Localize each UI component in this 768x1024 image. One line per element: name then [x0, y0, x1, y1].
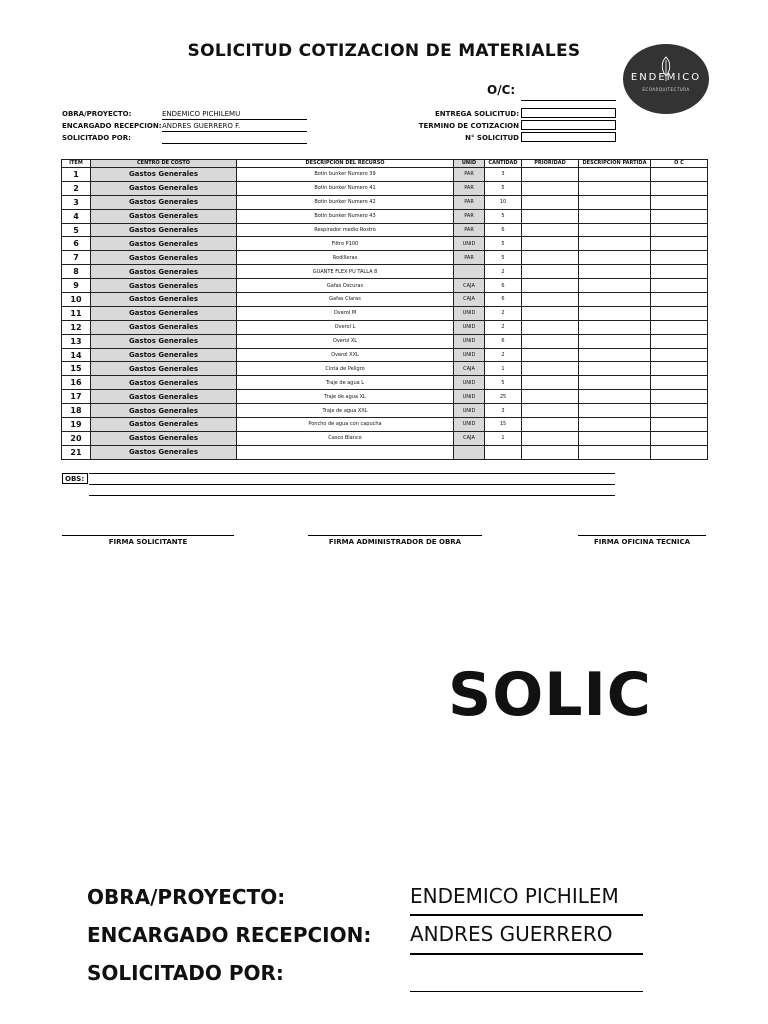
priority-cell[interactable]	[522, 279, 579, 293]
priority-cell[interactable]	[522, 445, 579, 459]
materials-table	[61, 159, 708, 460]
table-row	[62, 265, 708, 279]
item-description-cell[interactable]	[579, 293, 651, 307]
cost-center-cell: Gastos Generales	[91, 181, 237, 195]
item-number-cell: 5	[62, 223, 91, 237]
item-description-cell[interactable]	[579, 306, 651, 320]
item-description-cell[interactable]	[579, 376, 651, 390]
unit-cell[interactable]: UNID	[454, 334, 485, 348]
quantity-cell[interactable]: 25	[485, 390, 522, 404]
item-description-cell[interactable]	[579, 348, 651, 362]
header-description: DESCRIPCIÓN DEL RECURSO	[237, 160, 454, 168]
description-cell[interactable]: Botin bunker Numero 43	[237, 209, 454, 223]
table-row	[62, 237, 708, 251]
unit-cell[interactable]: PAR	[454, 251, 485, 265]
request-number-field[interactable]	[521, 132, 616, 142]
cost-center-cell: Gastos Generales	[91, 223, 237, 237]
priority-cell[interactable]	[522, 306, 579, 320]
request-number-label: N° SOLICITUD	[465, 134, 519, 142]
cost-center-cell: Gastos Generales	[91, 195, 237, 209]
unit-cell[interactable]: UNID	[454, 348, 485, 362]
table-row	[62, 168, 708, 182]
logo-text: ENDEMICO	[630, 72, 702, 83]
unit-cell[interactable]	[454, 445, 485, 459]
table-body	[62, 168, 708, 460]
cost-center-cell: Gastos Generales	[91, 362, 237, 376]
description-cell[interactable]: GUANTE FLEX PU TALLA 8	[237, 265, 454, 279]
project-field[interactable]: ENDEMICO PICHILEMU	[162, 109, 307, 120]
priority-cell[interactable]	[522, 334, 579, 348]
description-cell[interactable]: Rodilleras	[237, 251, 454, 265]
oc-cell[interactable]	[651, 209, 708, 223]
header-cost-center: CENTRO DE COSTO	[91, 160, 237, 168]
header-item-description: DESCRIPCION PARTIDA	[579, 160, 651, 168]
unit-cell[interactable]: CAJA	[454, 431, 485, 445]
unit-cell[interactable]: PAR	[454, 195, 485, 209]
quote-deadline-field[interactable]	[521, 120, 616, 130]
zoomed-receiver-label: ENCARGADO RECEPCION:	[87, 923, 372, 947]
description-cell[interactable]: Cinta de Peligro	[237, 362, 454, 376]
priority-cell[interactable]	[522, 237, 579, 251]
item-number-cell: 11	[62, 306, 91, 320]
cost-center-cell: Gastos Generales	[91, 334, 237, 348]
item-description-cell[interactable]	[579, 265, 651, 279]
cost-center-cell: Gastos Generales	[91, 320, 237, 334]
quantity-cell[interactable]: 3	[485, 168, 522, 182]
header-unit: UNID	[454, 160, 485, 168]
oc-cell[interactable]	[651, 390, 708, 404]
priority-cell[interactable]	[522, 348, 579, 362]
cost-center-cell: Gastos Generales	[91, 390, 237, 404]
table-row	[62, 320, 708, 334]
unit-cell[interactable]: UNID	[454, 390, 485, 404]
priority-cell[interactable]	[522, 390, 579, 404]
item-number-cell: 21	[62, 445, 91, 459]
item-number-cell: 20	[62, 431, 91, 445]
priority-cell[interactable]	[522, 223, 579, 237]
description-cell[interactable]: Gafas Oscuras	[237, 279, 454, 293]
requested-by-field[interactable]	[162, 133, 307, 144]
quantity-cell[interactable]: 6	[485, 334, 522, 348]
table-row	[62, 209, 708, 223]
priority-cell[interactable]	[522, 431, 579, 445]
unit-cell[interactable]: PAR	[454, 223, 485, 237]
zoomed-requested-by-label: SOLICITADO POR:	[87, 961, 284, 985]
quantity-cell[interactable]: 5	[485, 181, 522, 195]
table-row	[62, 362, 708, 376]
oc-cell[interactable]	[651, 362, 708, 376]
item-number-cell: 19	[62, 418, 91, 432]
item-number-cell: 7	[62, 251, 91, 265]
cost-center-cell: Gastos Generales	[91, 376, 237, 390]
item-description-cell[interactable]	[579, 418, 651, 432]
oc-cell[interactable]	[651, 168, 708, 182]
oc-cell[interactable]	[651, 293, 708, 307]
priority-cell[interactable]	[522, 181, 579, 195]
item-number-cell: 10	[62, 293, 91, 307]
zoomed-project-value: ENDEMICO PICHILEM	[410, 884, 619, 908]
description-cell[interactable]: Overol XL	[237, 334, 454, 348]
item-description-cell[interactable]	[579, 209, 651, 223]
description-cell[interactable]: Traje de agua L	[237, 376, 454, 390]
priority-cell[interactable]	[522, 376, 579, 390]
signature-tech-office-label: FIRMA OFICINA TECNICA	[593, 538, 691, 546]
item-number-cell: 6	[62, 237, 91, 251]
item-description-cell[interactable]	[579, 195, 651, 209]
description-cell[interactable]: Overol XXL	[237, 348, 454, 362]
table-header-row	[62, 160, 708, 168]
table-row	[62, 376, 708, 390]
receiver-field[interactable]: ANDRES GUERRERO F.	[162, 121, 307, 132]
quantity-cell[interactable]: 10	[485, 195, 522, 209]
zoomed-receiver-value: ANDRES GUERRERO	[410, 922, 613, 946]
table-row	[62, 445, 708, 459]
description-cell[interactable]	[237, 445, 454, 459]
table-row	[62, 334, 708, 348]
item-description-cell[interactable]	[579, 320, 651, 334]
priority-cell[interactable]	[522, 293, 579, 307]
unit-cell[interactable]: UNID	[454, 320, 485, 334]
oc-cell[interactable]	[651, 418, 708, 432]
quantity-cell[interactable]: 5	[485, 251, 522, 265]
oc-label: O/C:	[487, 83, 516, 97]
item-description-cell[interactable]	[579, 223, 651, 237]
unit-cell[interactable]: UNID	[454, 404, 485, 418]
oc-cell[interactable]	[651, 445, 708, 459]
unit-cell[interactable]: CAJA	[454, 279, 485, 293]
item-number-cell: 3	[62, 195, 91, 209]
cost-center-cell: Gastos Generales	[91, 431, 237, 445]
obs-line-1[interactable]	[89, 473, 615, 474]
item-description-cell[interactable]	[579, 181, 651, 195]
oc-cell[interactable]	[651, 306, 708, 320]
priority-cell[interactable]	[522, 362, 579, 376]
unit-cell[interactable]	[454, 265, 485, 279]
item-number-cell: 16	[62, 376, 91, 390]
priority-cell[interactable]	[522, 404, 579, 418]
quantity-cell[interactable]: 1	[485, 431, 522, 445]
item-number-cell: 8	[62, 265, 91, 279]
signature-requester-label: FIRMA SOLICITANTE	[108, 538, 188, 546]
oc-cell[interactable]	[651, 251, 708, 265]
oc-cell[interactable]	[651, 237, 708, 251]
table-row	[62, 418, 708, 432]
oc-cell[interactable]	[651, 181, 708, 195]
item-number-cell: 15	[62, 362, 91, 376]
unit-cell[interactable]: UNID	[454, 306, 485, 320]
oc-cell[interactable]	[651, 431, 708, 445]
priority-cell[interactable]	[522, 168, 579, 182]
priority-cell[interactable]	[522, 251, 579, 265]
zoomed-project-line	[410, 914, 643, 916]
quantity-cell[interactable]: 5	[485, 237, 522, 251]
description-cell[interactable]: Casco Blanco	[237, 431, 454, 445]
zoomed-title-fragment: SOLIC	[448, 660, 652, 730]
oc-cell[interactable]	[651, 279, 708, 293]
item-number-cell: 12	[62, 320, 91, 334]
item-number-cell: 17	[62, 390, 91, 404]
priority-cell[interactable]	[522, 320, 579, 334]
table-row	[62, 306, 708, 320]
description-cell[interactable]: Filtro P100	[237, 237, 454, 251]
header-item: ITEM	[62, 160, 91, 168]
table-row	[62, 223, 708, 237]
cost-center-cell: Gastos Generales	[91, 168, 237, 182]
priority-cell[interactable]	[522, 209, 579, 223]
description-cell[interactable]: Botin bunker Numero 42	[237, 195, 454, 209]
cost-center-cell: Gastos Generales	[91, 265, 237, 279]
oc-cell[interactable]	[651, 195, 708, 209]
item-description-cell[interactable]	[579, 445, 651, 459]
item-description-cell[interactable]	[579, 251, 651, 265]
description-cell[interactable]: Botin bunker Numero 41	[237, 181, 454, 195]
description-cell[interactable]: Respirador medio Rostro	[237, 223, 454, 237]
description-cell[interactable]: Botin bunker Numero 39	[237, 168, 454, 182]
header-quantity: CANTIDAD	[485, 160, 522, 168]
unit-cell[interactable]: PAR	[454, 168, 485, 182]
cost-center-cell: Gastos Generales	[91, 348, 237, 362]
quantity-cell[interactable]	[485, 445, 522, 459]
quantity-cell[interactable]: 3	[485, 404, 522, 418]
project-label: OBRA/PROYECTO:	[62, 110, 132, 118]
zoomed-project-label: OBRA/PROYECTO:	[87, 885, 286, 909]
obs-line-2[interactable]	[89, 484, 615, 485]
quantity-cell[interactable]: 6	[485, 279, 522, 293]
item-number-cell: 2	[62, 181, 91, 195]
receiver-label: ENCARGADO RECEPCION:	[62, 122, 162, 130]
item-description-cell[interactable]	[579, 431, 651, 445]
item-number-cell: 9	[62, 279, 91, 293]
priority-cell[interactable]	[522, 265, 579, 279]
oc-cell[interactable]	[651, 265, 708, 279]
item-description-cell[interactable]	[579, 237, 651, 251]
oc-cell[interactable]	[651, 376, 708, 390]
unit-cell[interactable]: CAJA	[454, 362, 485, 376]
table-row	[62, 348, 708, 362]
item-description-cell[interactable]	[579, 404, 651, 418]
zoomed-receiver-line	[410, 953, 643, 955]
cost-center-cell: Gastos Generales	[91, 209, 237, 223]
delivery-request-field[interactable]	[521, 108, 616, 118]
description-cell[interactable]: Traje de agua XXL	[237, 404, 454, 418]
item-description-cell[interactable]	[579, 334, 651, 348]
description-cell[interactable]: Traje de agua XL	[237, 390, 454, 404]
table-row	[62, 404, 708, 418]
unit-cell[interactable]: PAR	[454, 209, 485, 223]
item-number-cell: 1	[62, 168, 91, 182]
oc-cell[interactable]	[651, 320, 708, 334]
quantity-cell[interactable]: 6	[485, 223, 522, 237]
obs-line-3[interactable]	[89, 495, 615, 496]
zoomed-requested-by-line	[410, 991, 643, 992]
quantity-cell[interactable]: 2	[485, 320, 522, 334]
table-row	[62, 279, 708, 293]
cost-center-cell: Gastos Generales	[91, 237, 237, 251]
priority-cell[interactable]	[522, 195, 579, 209]
unit-cell[interactable]: CAJA	[454, 293, 485, 307]
item-number-cell: 13	[62, 334, 91, 348]
description-cell[interactable]: Gafas Claras	[237, 293, 454, 307]
item-description-cell[interactable]	[579, 390, 651, 404]
description-cell[interactable]: Overol M	[237, 306, 454, 320]
company-logo	[623, 44, 709, 114]
table-row	[62, 195, 708, 209]
item-description-cell[interactable]	[579, 168, 651, 182]
table-row	[62, 293, 708, 307]
cost-center-cell: Gastos Generales	[91, 418, 237, 432]
signature-admin-label: FIRMA ADMINISTRADOR DE OBRA	[328, 538, 462, 546]
table-row	[62, 431, 708, 445]
header-priority: PRIORIDAD	[522, 160, 579, 168]
description-cell[interactable]: Overol L	[237, 320, 454, 334]
quantity-cell[interactable]: 1	[485, 362, 522, 376]
item-description-cell[interactable]	[579, 362, 651, 376]
quantity-cell[interactable]: 5	[485, 376, 522, 390]
unit-cell[interactable]: UNID	[454, 237, 485, 251]
description-cell[interactable]: Poncho de agua con capucha	[237, 418, 454, 432]
quantity-cell[interactable]: 6	[485, 293, 522, 307]
oc-cell[interactable]	[651, 404, 708, 418]
table-row	[62, 390, 708, 404]
cost-center-cell: Gastos Generales	[91, 293, 237, 307]
quantity-cell[interactable]: 5	[485, 209, 522, 223]
cost-center-cell: Gastos Generales	[91, 306, 237, 320]
signature-line-requester[interactable]	[62, 535, 234, 536]
requested-by-label: SOLICITADO POR:	[62, 134, 131, 142]
unit-cell[interactable]: UNID	[454, 418, 485, 432]
signature-line-admin[interactable]	[308, 535, 482, 536]
table-row	[62, 181, 708, 195]
quantity-cell[interactable]: 15	[485, 418, 522, 432]
cost-center-cell: Gastos Generales	[91, 404, 237, 418]
signature-line-tech-office[interactable]	[578, 535, 706, 536]
quote-deadline-label: TERMINO DE COTIZACION	[418, 122, 519, 130]
item-number-cell: 14	[62, 348, 91, 362]
unit-cell[interactable]: PAR	[454, 181, 485, 195]
quantity-cell[interactable]: 2	[485, 306, 522, 320]
priority-cell[interactable]	[522, 418, 579, 432]
oc-cell[interactable]	[651, 223, 708, 237]
page-title: SOLICITUD COTIZACION DE MATERIALES	[187, 41, 581, 61]
table-row	[62, 251, 708, 265]
obs-label: OBS:	[62, 473, 88, 484]
oc-field[interactable]	[521, 100, 616, 101]
quantity-cell[interactable]: 2	[485, 348, 522, 362]
oc-cell[interactable]	[651, 348, 708, 362]
logo-subtext: ECOARQUITECTURA	[642, 87, 690, 92]
item-description-cell[interactable]	[579, 279, 651, 293]
cost-center-cell: Gastos Generales	[91, 251, 237, 265]
quantity-cell[interactable]: 2	[485, 265, 522, 279]
cost-center-cell: Gastos Generales	[91, 445, 237, 459]
cost-center-cell: Gastos Generales	[91, 279, 237, 293]
item-number-cell: 18	[62, 404, 91, 418]
oc-cell[interactable]	[651, 334, 708, 348]
item-number-cell: 4	[62, 209, 91, 223]
header-oc: O C	[651, 160, 708, 168]
unit-cell[interactable]: UNID	[454, 376, 485, 390]
delivery-request-label: ENTREGA SOLICITUD:	[434, 110, 519, 118]
